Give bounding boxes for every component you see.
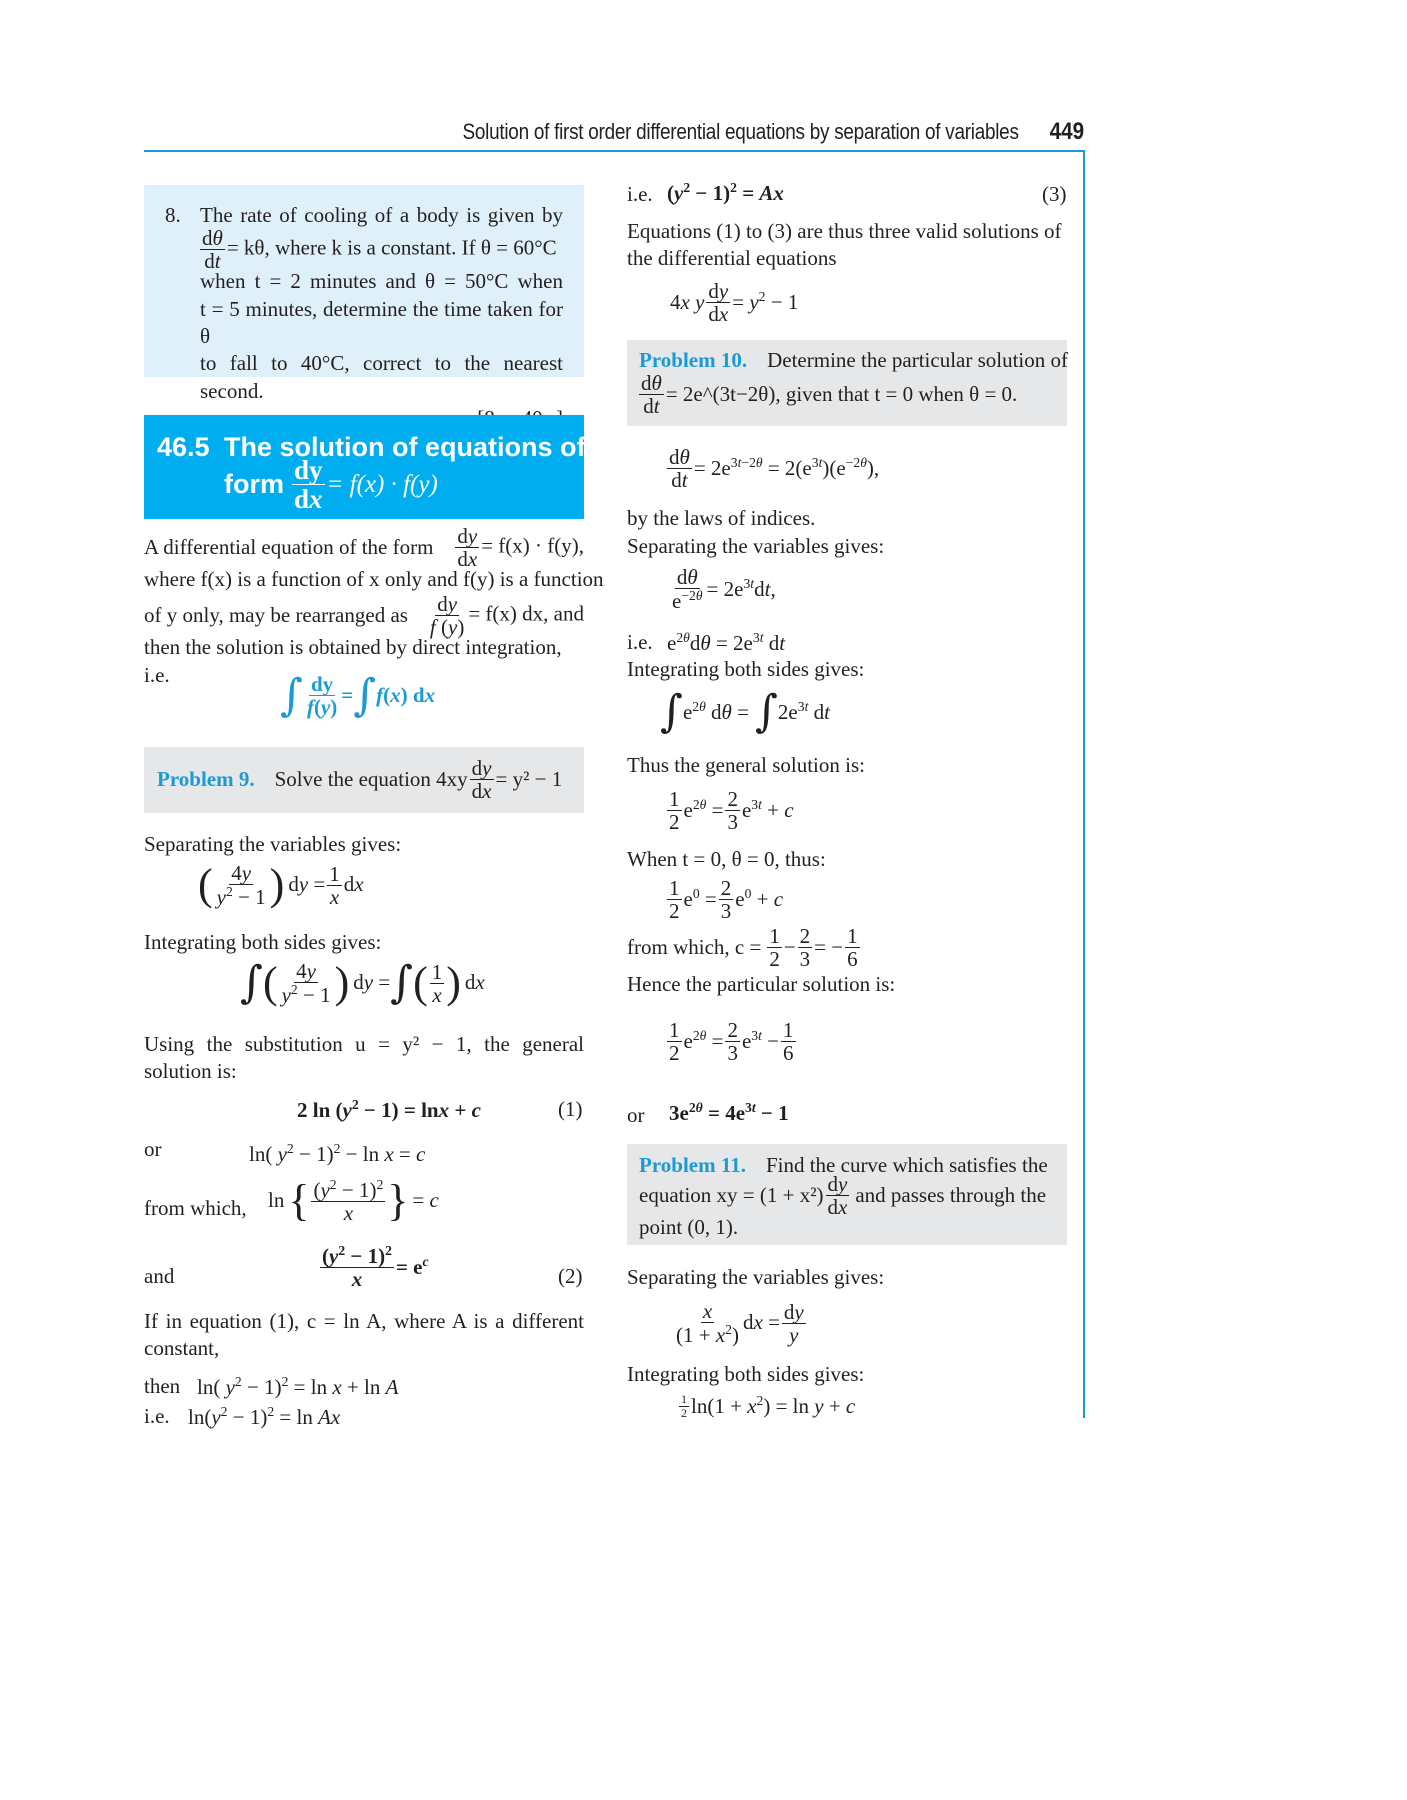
then-text: then: [144, 1374, 181, 1398]
equation-label: (3): [1042, 182, 1067, 206]
equation: $e^{2\theta}d\theta = 2e^{3t}$ dt: [667, 630, 786, 655]
equation: $\frac{1}{2}$ $e^0$ = $\frac{2}{3}$ $e^0 + c$: [669, 876, 784, 924]
page-number: 449: [1049, 118, 1084, 145]
fraction: $\frac{4y}{y^2 - 1}$: [281, 959, 331, 1008]
problem-text: = 2e^(3t−2θ), given that t = 0 when θ = 0.: [665, 382, 1018, 407]
hence-text: Hence the particular solution is:: [627, 972, 896, 996]
dy-dx-fraction: $\frac{dy}{dx}$: [471, 756, 492, 804]
intro-line: then the solution is obtained by direct integration, i.e.: [144, 635, 562, 687]
problem-line: [639, 347, 1068, 374]
problem-label: Problem 11.: [639, 1153, 746, 1177]
running-header-title: Solution of first order differential equations by separation of variables: [462, 119, 1019, 144]
intro-text: = f(x) · f(y),: [481, 533, 584, 558]
integral-sign: ∫: [280, 669, 303, 721]
integ-text: Integrating both sides gives:: [627, 657, 865, 681]
dy-fy-fraction: $\frac{dy}{f(y)}$: [306, 672, 338, 720]
fraction: $\frac{1}{2}$: [669, 787, 680, 835]
intro-line: [144, 593, 584, 638]
equation: ln( $y^2 - 1)^2 - \ln x = c$: [249, 1141, 426, 1166]
problem-9-statement: [157, 757, 562, 802]
equation: ( $\frac{4y}{y^2 - 1}$ ) dy = $\frac{1}{x}$ dx: [198, 860, 364, 910]
dy-dx-fraction: $\frac{dy}{dx}$: [708, 279, 729, 327]
fraction: $\frac{x}{(1 + x^2)}$: [676, 1299, 739, 1348]
problem-text: Solve the equation 4xy: [274, 766, 468, 791]
using-text: [144, 1031, 584, 1086]
intro-text: A differential equation of the form: [144, 534, 434, 559]
section-title-form: form: [224, 469, 284, 500]
intro-line: [144, 525, 584, 570]
equation: $\frac{1}{2}$ $e^{2\theta}$ = $\frac{2}{3}$ $e^{3t} + c$: [669, 787, 794, 835]
key-formula: ∫ $\frac{dy}{f(y)}$ = ∫ f(x) dx: [280, 669, 436, 721]
fraction: $\frac{d\theta}{e^{-2\theta}}$: [672, 565, 703, 614]
exercise-line: The rate of cooling of a body is given by: [200, 203, 563, 227]
integral-sign: ∫: [353, 669, 377, 721]
problem-text: equation xy = (1 + x²): [639, 1183, 824, 1208]
equation-2: $\frac{(y^2 - 1)^2}{x}$ = $e^c$: [322, 1243, 429, 1292]
fraction: $\frac{d\theta}{dt}$: [669, 445, 690, 493]
fraction: $\frac{(y^2 - 1)^2}{x}$: [313, 1177, 384, 1226]
fraction: $\frac{1}{x}$: [431, 959, 443, 1007]
sep-text: Separating the variables gives:: [627, 1265, 885, 1289]
exercise-line: t = 5 minutes, determine the time taken for θ: [200, 296, 563, 348]
equation: ln( $y^2 - 1)^2 = \ln x + \ln A$: [197, 1374, 399, 1399]
general-text: Thus the general solution is:: [627, 753, 865, 777]
dtheta-dt-fraction: $\frac{d\theta}{dt}$: [202, 226, 223, 274]
equation-1: 2 $\ln (y^2 - 1) = \ln x + c$: [297, 1097, 481, 1122]
from-which-equation: from which, c = $\frac{1}{2}$ − $\frac{2}{3}$ = − $\frac{1}{6}$: [627, 924, 858, 972]
intro-text: of y only, may be rearranged as: [144, 603, 408, 628]
if-text: [144, 1308, 584, 1363]
equation: ln { $\frac{(y^2 - 1)^2}{x}$ } = c: [268, 1176, 439, 1226]
or-text: or: [627, 1103, 645, 1127]
fraction: $\frac{1}{2}$: [669, 876, 680, 924]
problem-text: = y² − 1: [495, 766, 563, 791]
sep-text: Separating the variables gives:: [627, 534, 885, 558]
fraction: $\frac{4y}{y^2 - 1}$: [216, 861, 266, 910]
exercise-line-text: = kθ, where k is a constant. If θ = 60°C: [226, 235, 557, 260]
ie-text: i.e.: [627, 182, 653, 206]
equation: $\frac{d\theta}{e^{-2\theta}}$ = $2e^{3t}dt$,: [672, 565, 776, 614]
equation: $\frac{1}{2}$ $\ln(1 + x^2) = \ln y + c$: [681, 1392, 856, 1420]
problem-line: [639, 1173, 1048, 1218]
fraction: $\frac{2}{3}$: [727, 787, 738, 835]
or-text: or: [144, 1137, 162, 1161]
right-margin-rule: [1083, 150, 1085, 1418]
problem-label: Problem 9.: [157, 766, 255, 791]
section-title-formula: = f(x) · f(y): [326, 470, 438, 498]
laws-text: by the laws of indices.: [627, 506, 816, 530]
equation-3: $(y^2 - 1)^2 = Ax$: [667, 180, 784, 205]
fraction: $\frac{1}{x}$: [329, 861, 340, 909]
from-which-text: from which, c =: [627, 934, 762, 959]
fraction: $\frac{2}{3}$: [720, 876, 732, 924]
fraction: $\frac{2}{3}$: [799, 924, 811, 972]
fraction: $\frac{1}{2}$: [669, 1018, 680, 1066]
problem-11-statement: [639, 1152, 1048, 1242]
when-text: When t = 0, θ = 0, thus:: [627, 847, 826, 871]
equation: ∫ ( $\frac{4y}{y^2 - 1}$ ) dy = ∫ ( $\frac{1}{x}$ ) dx: [240, 957, 485, 1009]
equation: $\frac{x}{(1 + x^2)}$ dx = $\frac{dy}{y}$: [676, 1299, 804, 1348]
fraction: $\frac{1}{2}$: [681, 1392, 687, 1420]
dy-dx-fraction: $\frac{dy}{dx}$: [457, 524, 478, 572]
problem-label: Problem 10.: [639, 348, 748, 372]
exercise-line: [200, 227, 563, 272]
header-rule: [144, 150, 1085, 152]
fraction: $\frac{2}{3}$: [727, 1018, 738, 1066]
equation-label: (1): [558, 1097, 583, 1121]
intro-paragraph: [144, 524, 604, 689]
problem-10-statement: [639, 347, 1068, 417]
exercise-text: [200, 202, 563, 432]
equation: $3e^{2\theta} = 4e^{3t} - 1$: [669, 1100, 789, 1125]
text-line: If in equation (1), c = ln A, where A is a different: [144, 1309, 584, 1333]
equation-label: (2): [558, 1264, 583, 1288]
dy-fy-fraction: $\frac{dy}{f (y)}$: [429, 592, 465, 640]
fraction: $\frac{(y^2 - 1)^2}{x}$: [322, 1243, 392, 1292]
problem-text: Find the curve which satisfies the: [765, 1153, 1048, 1177]
fraction: $\frac{dy}{y}$: [783, 1299, 804, 1347]
section-title-line2: [224, 456, 438, 514]
ie-text: i.e.: [627, 630, 653, 654]
text-line: constant,: [144, 1336, 220, 1361]
section-number: 46.5: [157, 432, 210, 462]
dy-dx-fraction: $\frac{dy}{dx}$: [294, 455, 323, 515]
integ-text: Integrating both sides gives:: [144, 930, 382, 954]
intro-line: where f(x) is a function of x only and f(y) is a function: [144, 567, 604, 592]
intro-text: = f(x) dx, and: [468, 601, 584, 626]
equation: ∫ $e^{2\theta}$ dθ = ∫ $2e^{3t}$ dt: [660, 686, 830, 737]
integ-text: Integrating both sides gives:: [627, 1362, 865, 1386]
problem-line: [639, 372, 1068, 417]
dy-dx-fraction: $\frac{dy}{dx}$: [827, 1172, 848, 1220]
fraction: $\frac{1}{6}$: [847, 924, 858, 972]
problem-line: point (0, 1).: [639, 1215, 739, 1240]
equation: $\frac{1}{2}$ $e^{2\theta}$ = $\frac{2}{3}$ $e^{3t}$ − $\frac{1}{6}$: [669, 1018, 794, 1066]
equations-text: Equations (1) to (3) are thus three valid solutions of the differential equations: [627, 219, 1062, 271]
text-line: Using the substitution u = y² − 1, the general: [144, 1032, 584, 1056]
from-which-text: from which,: [144, 1196, 247, 1220]
equation: 4x y $\frac{dy}{dx}$ = $y^2 - 1$: [670, 279, 799, 327]
fraction: $\frac{1}{2}$: [769, 924, 780, 972]
section-title-line1: The solution of equations of the: [224, 432, 634, 462]
text-line: solution is:: [144, 1059, 237, 1084]
dtheta-dt-fraction: $\frac{d\theta}{dt}$: [641, 371, 662, 419]
equation: $\frac{d\theta}{dt}$ = $2e^{3t-2\theta} = 2(e^{3t})(e^{-2\theta})$,: [669, 445, 880, 493]
exercise-line: when t = 2 minutes and θ = 50°C when: [200, 269, 563, 294]
exercise-number: 8.: [165, 203, 181, 227]
fraction: $\frac{1}{6}$: [783, 1018, 794, 1066]
problem-text: Determine the particular solution of: [767, 348, 1069, 372]
equation: $\ln(y^2 - 1)^2 = \ln Ax$: [188, 1404, 341, 1429]
exercise-line: to fall to 40°C, correct to the nearest second.: [200, 351, 563, 403]
and-text: and: [144, 1264, 175, 1288]
ie-text: i.e.: [144, 1404, 170, 1428]
sep-text: Separating the variables gives:: [144, 832, 402, 856]
problem-text: and passes through the: [855, 1183, 1047, 1208]
